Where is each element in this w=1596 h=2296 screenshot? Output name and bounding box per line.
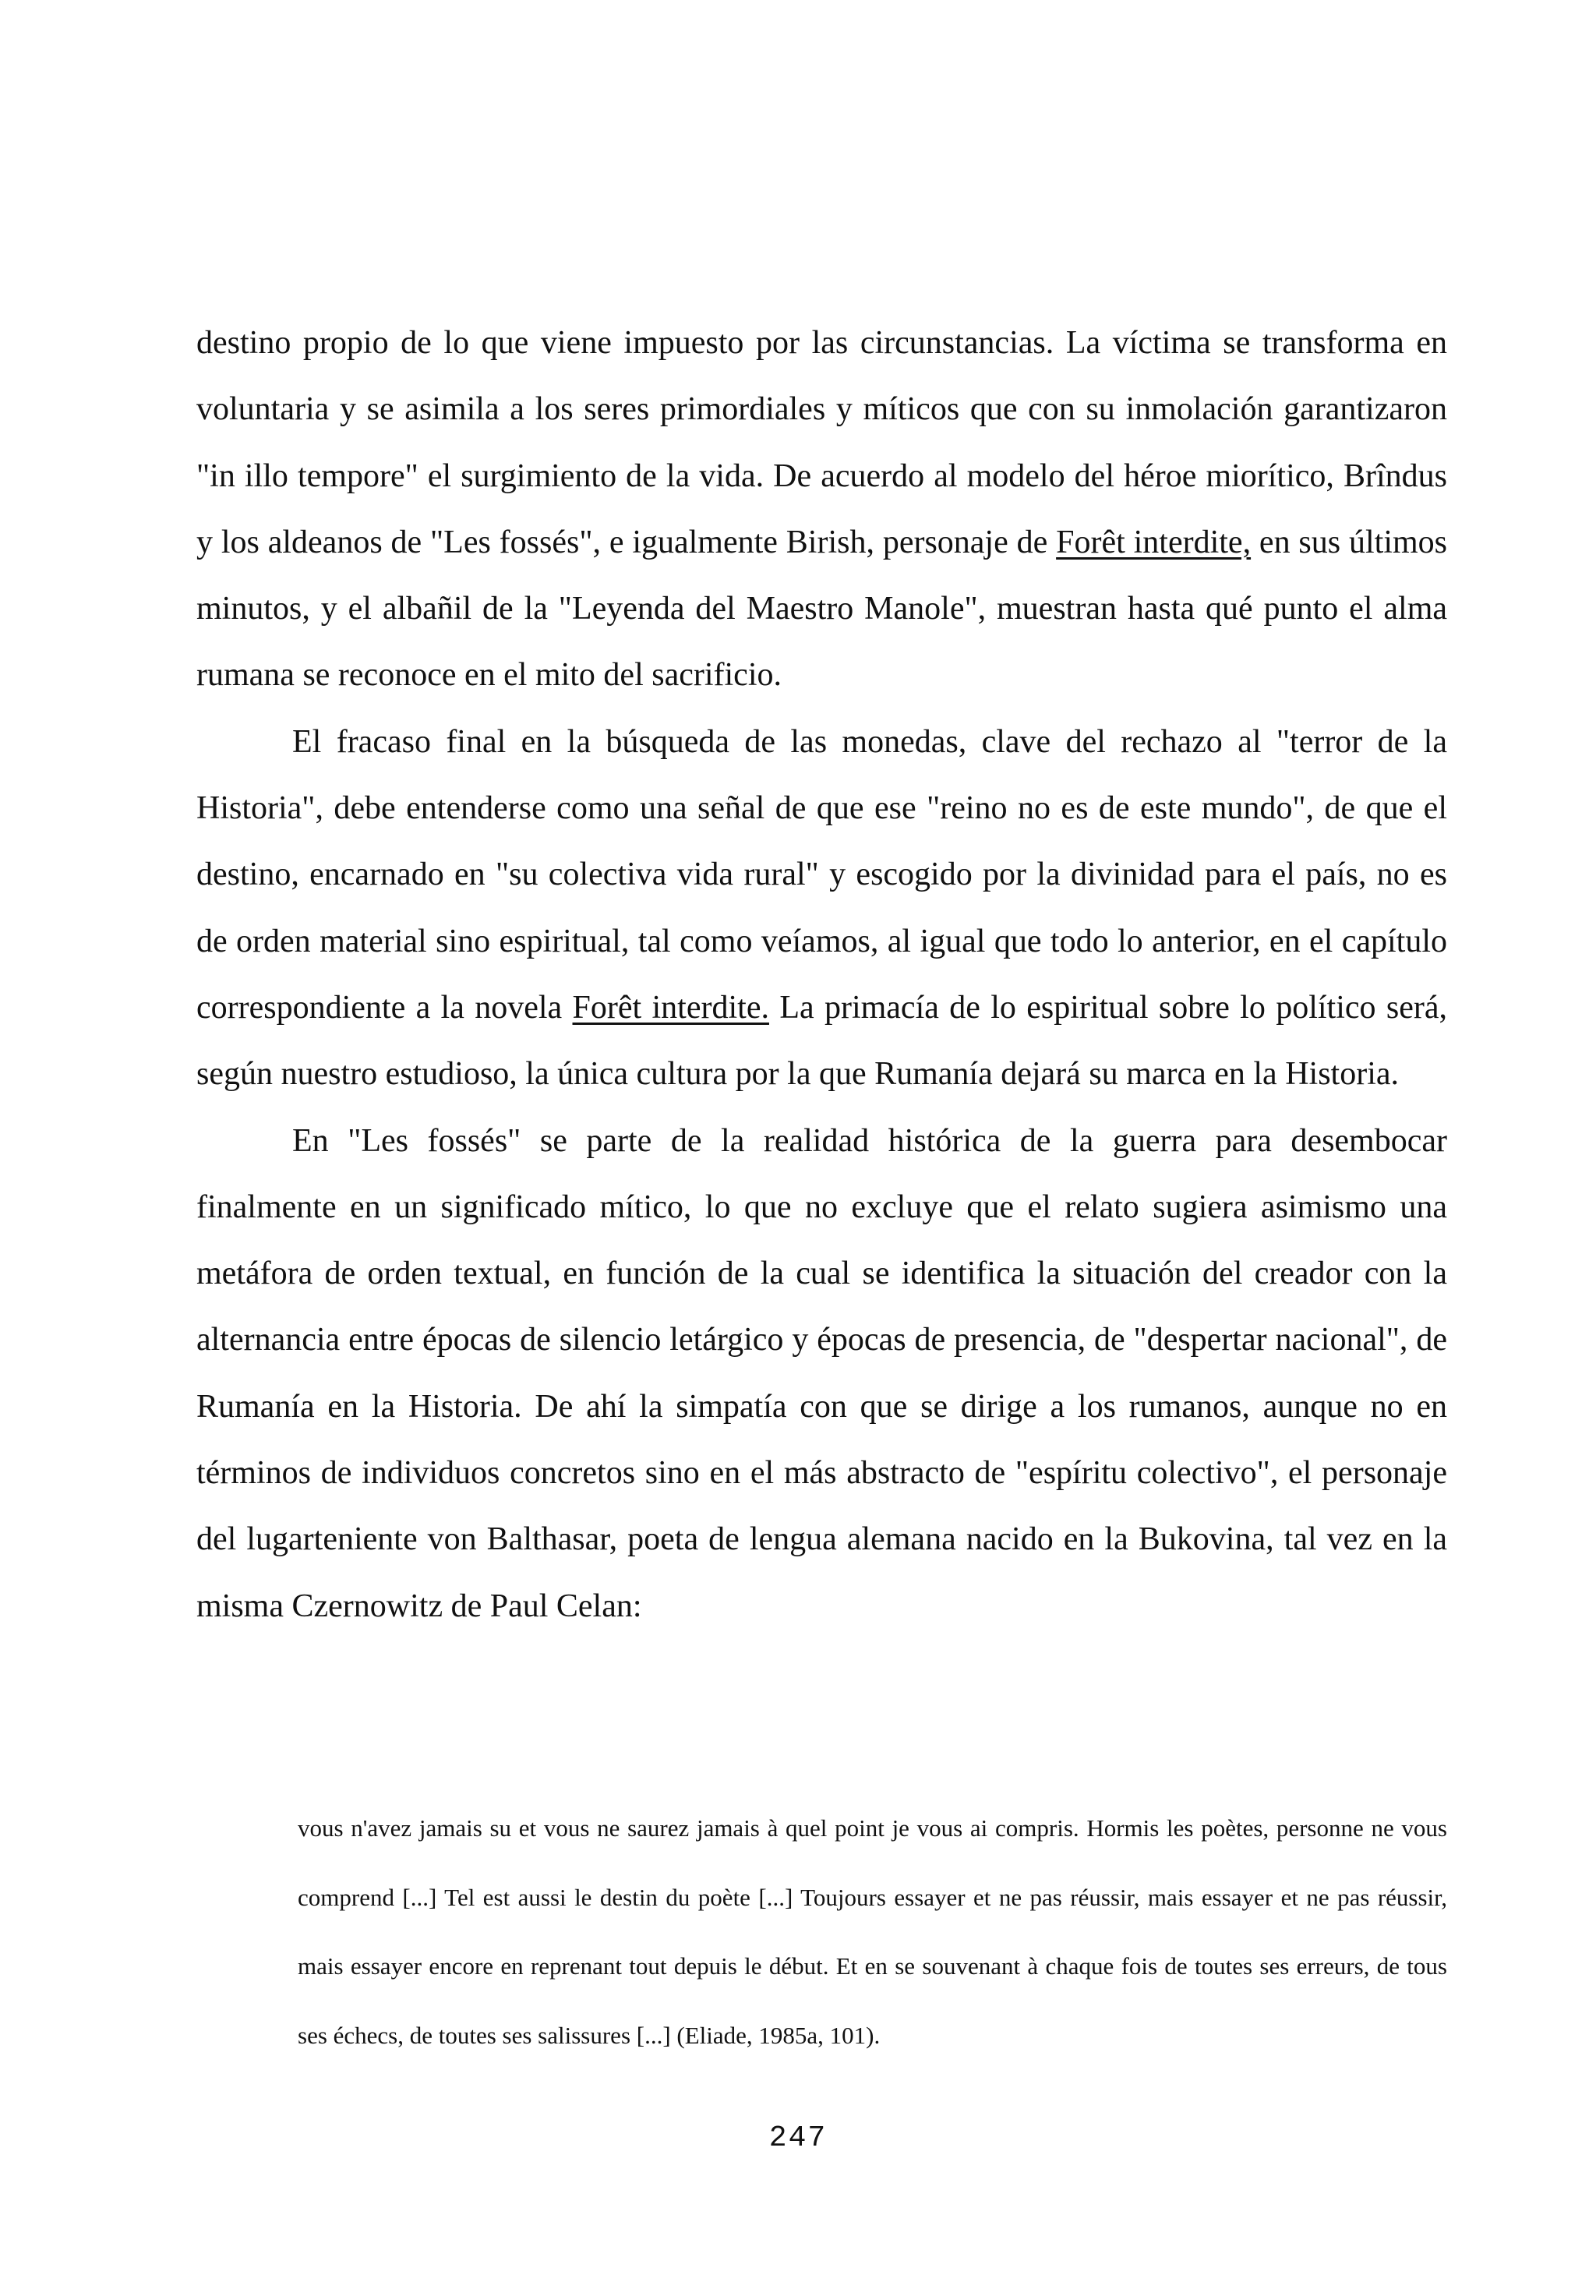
paragraph-2-text-b: La primacía de lo espiritual sobre lo político será, según nuestro estudioso, la única cultura por la que Rumanía dejará su marca en la Historia. [196, 989, 1447, 1093]
paragraph-2 [196, 709, 1447, 1108]
paragraph-1 [196, 310, 1447, 709]
paragraph-2-text-a: El fracaso final en la búsqueda de las monedas, clave del rechazo al "terror de la Historia", debe entenderse como una señal de que ese "reino no es de este mundo", de que el destino, encarnado en "su colectiva vida rural" y escogido por la divinidad para el país, no es de orden material sino espiritual, tal como veíamos, al igual que todo lo anterior, en el capítulo correspondiente a la novela [196, 723, 1447, 1026]
paragraph-3-text: En "Les fossés" se parte de la realidad histórica de la guerra para desembocar finalmente en un significado mítico, lo que no excluye que el relato sugiera asimismo una metáfora de orden textual, en función de la cual se identifica la situación del creador con la alternancia entre épocas de silencio letárgico y épocas de presencia, de "despertar nacional", de Rumanía en la Historia. De ahí la simpatía con que se dirige a los rumanos, aunque no en términos de individuos concretos sino en el más abstracto de "espíritu colectivo", el personaje del lugarteniente von Balthasar, poeta de lengua alemana nacido en la Bukovina, tal vez en la misma Czernowitz de Paul Celan: [196, 1122, 1447, 1624]
book-title-foret-interdite: Forêt interdite. [572, 989, 769, 1026]
page-number: 247 [768, 2121, 828, 2155]
paragraph-1-text-a: destino propio de lo que viene impuesto por las circunstancias. La víctima se transforma en voluntaria y se asimila a los seres primordiales y míticos que con su inmolación garantizaron "in illo tempore" el surgimiento de la vida. De acuerdo al modelo del héroe miorítico, Brîndus y los aldeanos de "Les fossés", e igualmente Birish, personaje de [196, 325, 1447, 560]
paragraph-1-text-b: en sus últimos minutos, y el albañil de la "Leyenda del Maestro Manole", muestran hasta qué punto el alma rumana se reconoce en el mito del sacrificio. [196, 524, 1447, 694]
body-text [196, 310, 1447, 1640]
paragraph-3 [196, 1108, 1447, 1640]
book-title-foret-interdite: Forêt interdite, [1056, 524, 1252, 560]
block-quote: vous n'avez jamais su et vous ne saurez jamais à quel point je vous ai compris. Hormis les poètes, personne ne vous comprend [...] Tel est aussi le destin du poète [...] Toujours essayer et ne pas réussir, mais essayer et ne pas réussir, mais essayer encore en reprenant tout depuis le début. Et en se souvenant à chaque fois de toutes ses erreurs, de tous ses échecs, de toutes ses salissures [...] (Eliade, 1985a, 101). [298, 1814, 1447, 2049]
